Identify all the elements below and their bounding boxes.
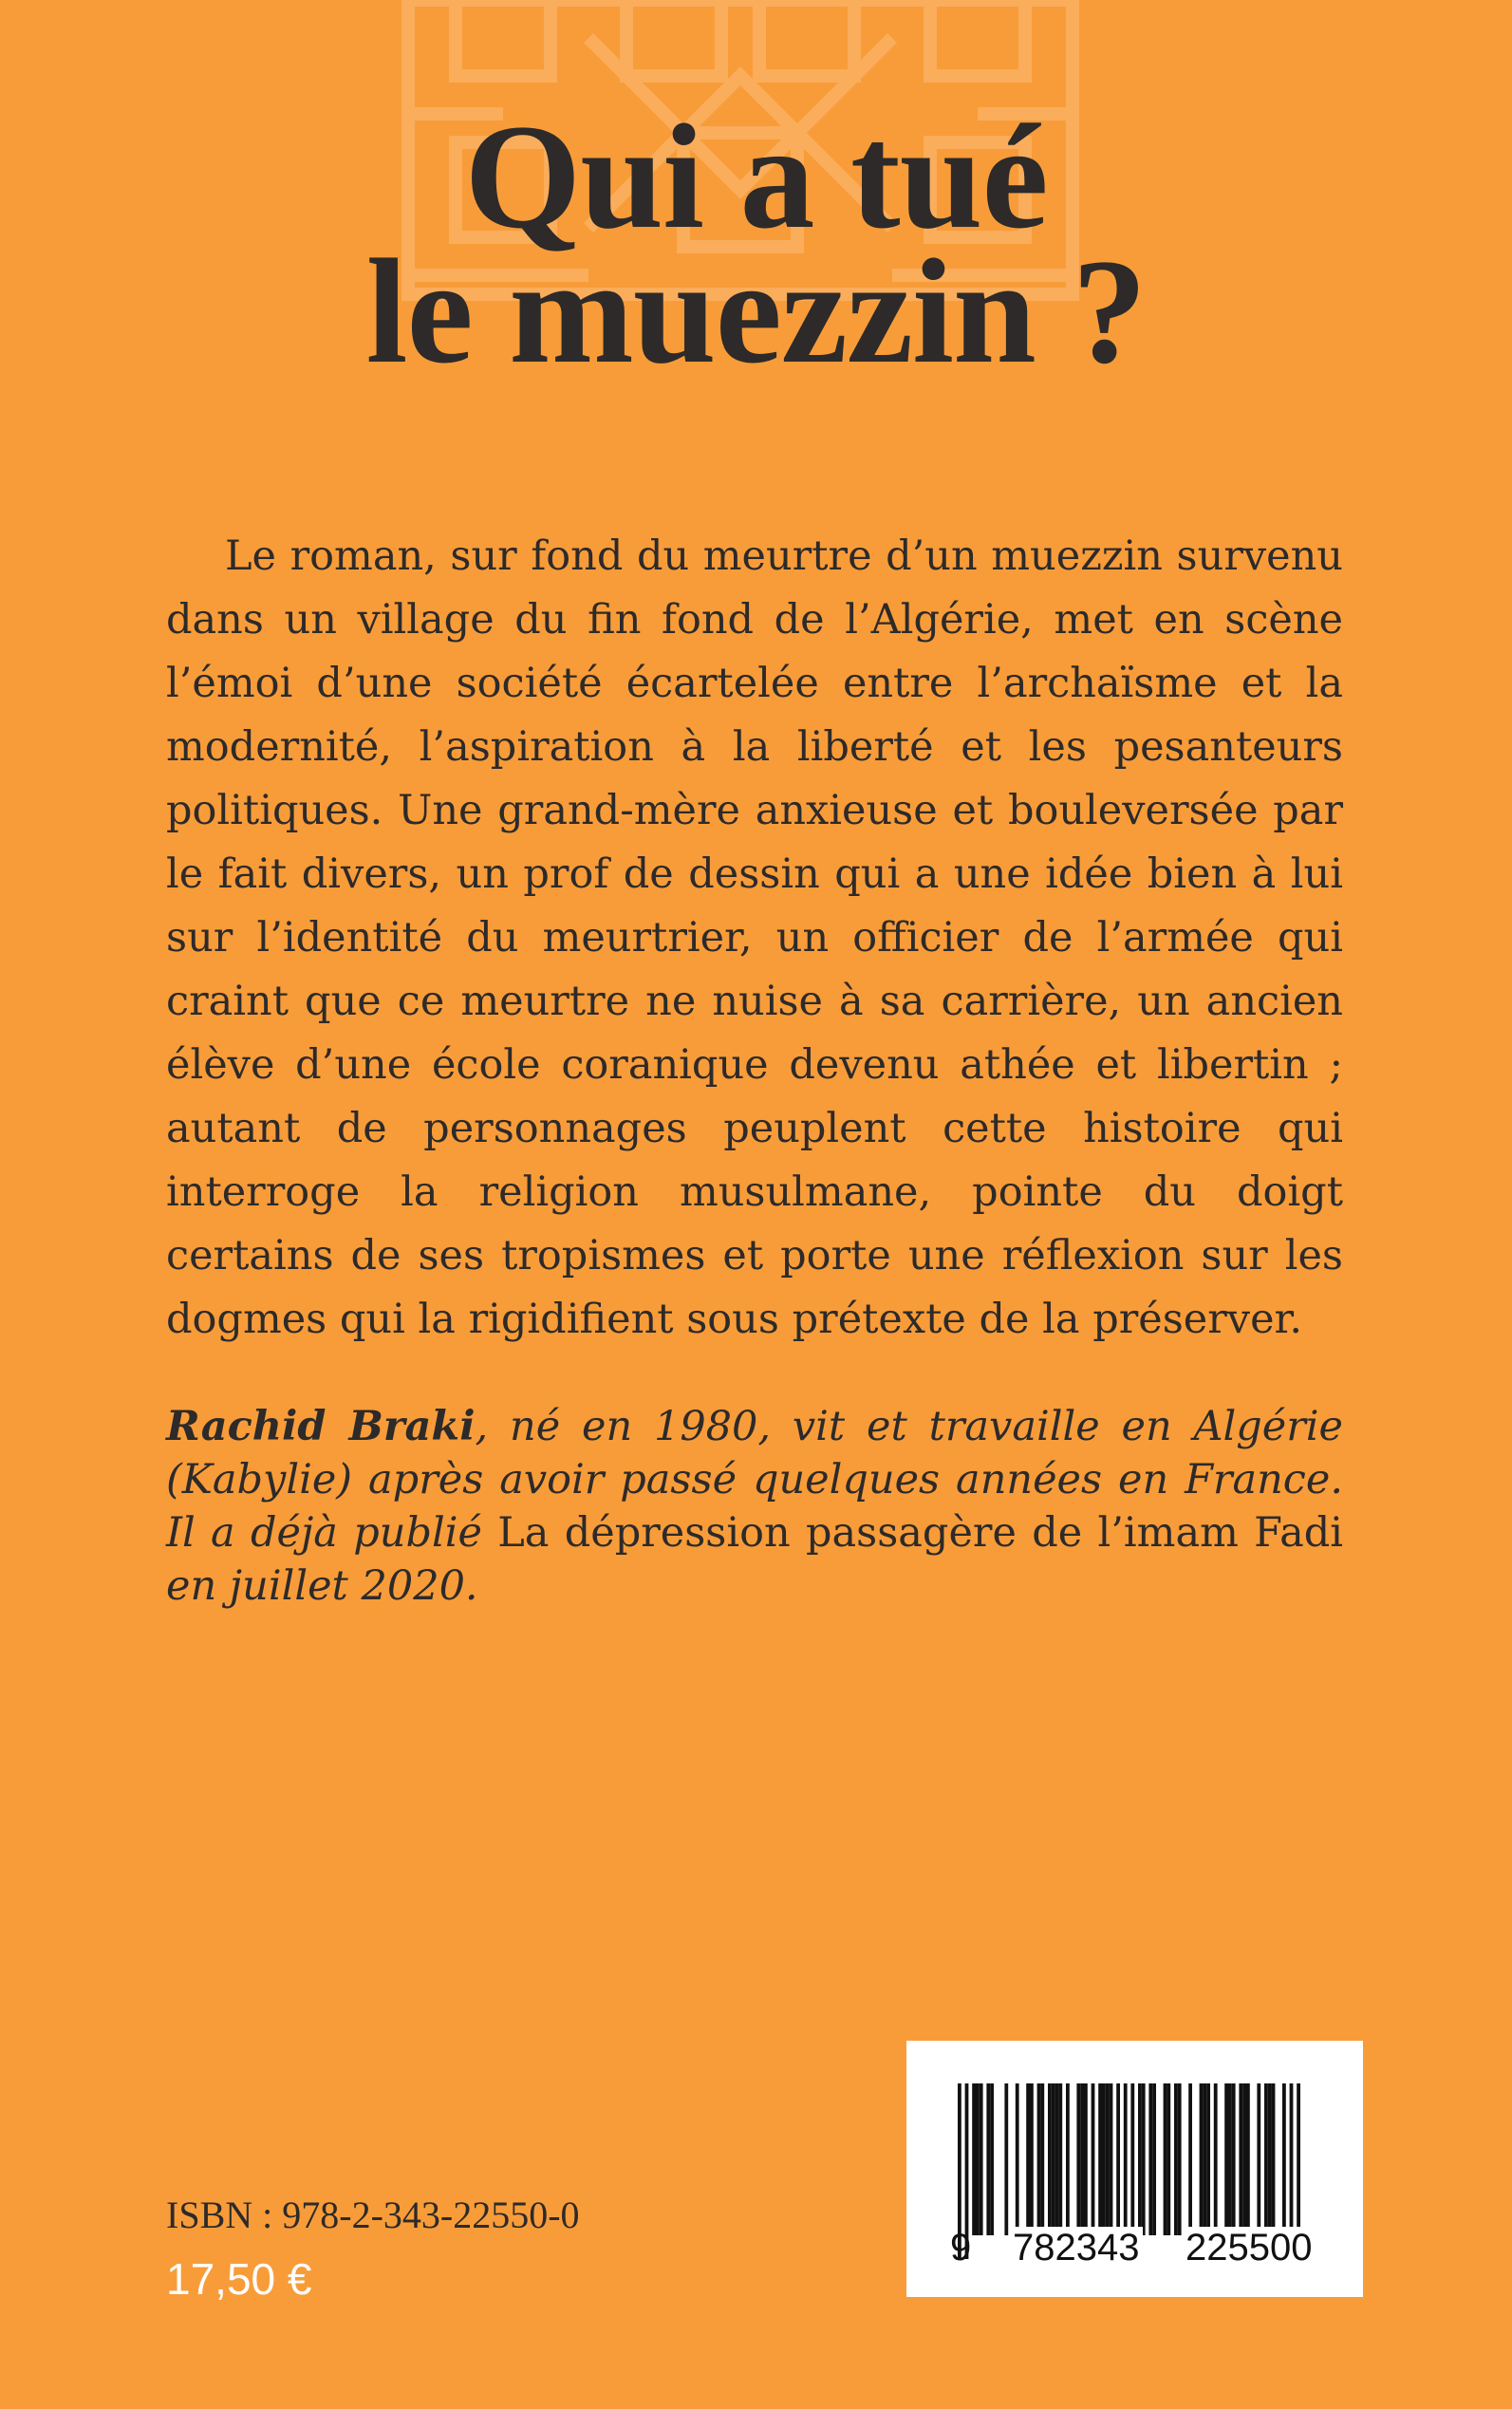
barcode-bar	[1188, 2083, 1192, 2235]
barcode-bar	[1102, 2083, 1106, 2235]
barcode-bar	[972, 2083, 976, 2235]
barcode-bar	[1092, 2083, 1095, 2235]
barcode-bar	[1206, 2083, 1210, 2235]
barcode-bar	[1106, 2083, 1110, 2235]
barcode-bar	[1098, 2083, 1102, 2235]
barcode-bar	[1138, 2083, 1142, 2235]
barcode-bar	[1228, 2083, 1232, 2235]
barcode-bar	[1048, 2083, 1052, 2235]
author-bio-text: , né en 1980, vit et travaille en Algérie (Kabylie) après avoir passé quelques années en France. Il a déjà publié	[166, 1403, 1343, 1557]
barcode-bar	[1178, 2083, 1182, 2235]
barcode-bar	[980, 2083, 983, 2235]
barcode-bar	[1167, 2083, 1170, 2235]
barcode-bar	[1080, 2083, 1084, 2235]
barcode-bar	[1040, 2083, 1044, 2235]
barcode-bar	[1026, 2083, 1030, 2235]
barcode-bar	[1084, 2083, 1088, 2235]
barcode-bar	[1066, 2083, 1070, 2235]
barcode-bar	[1272, 2083, 1276, 2235]
barcode-bar	[1016, 2083, 1019, 2235]
book-title-line-2: le muezzin ?	[365, 229, 1147, 395]
barcode-bar	[1110, 2083, 1113, 2235]
barcode-bar	[986, 2083, 990, 2235]
barcode-bar	[1224, 2083, 1228, 2235]
barcode-bar	[1164, 2083, 1167, 2235]
barcode-bar	[1058, 2083, 1062, 2235]
barcode-bar	[1282, 2083, 1286, 2235]
barcode-bar	[1200, 2083, 1204, 2235]
isbn-label: ISBN : 978-2-343-22550-0	[166, 2194, 580, 2236]
barcode-bar	[1242, 2083, 1246, 2235]
barcode-bar	[1264, 2083, 1268, 2235]
barcode-bar	[1203, 2083, 1206, 2235]
barcode-bar	[1142, 2083, 1146, 2235]
book-blurb: Le roman, sur fond du meurtre d’un muezzin survenu dans un village du fin fond de l’Algérie, met en scène l’émoi d’une société écartelée entre l’archaïsme et la modernité, l’aspiration à la liberté et les pesanteurs politiques. Une grand-mère anxieuse et bouleversée par le fait divers, un prof de dessin qui a une idée bien à lui sur l’identité du meurtrier, un officier de l’armée qui craint que ce meurtre ne nuise à sa carrière, un ancien élève d’une école coranique devenu athée et libertin ; autant de personnages peuplent cette histoire qui interroge la religion musulmane, pointe du doigt certains de ses tropismes et porte une réflexion sur les dogmes qui la rigidifient sous prétexte de la préserver.	[166, 532, 1343, 1343]
price-label: 17,50 €	[166, 2254, 312, 2304]
barcode-bar	[1246, 2083, 1250, 2235]
barcode-bar	[1004, 2083, 1008, 2235]
barcode-bar	[1214, 2083, 1218, 2235]
barcode-left-digits: 782343	[1009, 2227, 1143, 2269]
barcode-bar	[1268, 2083, 1272, 2235]
previous-book-title: La dépression passagère de l’imam Fadi	[497, 1509, 1343, 1557]
barcode-bar	[1232, 2083, 1236, 2235]
book-title-line-1: Qui a tué	[464, 94, 1048, 260]
barcode-bar	[1116, 2083, 1120, 2235]
barcode-bar	[1030, 2083, 1034, 2235]
barcode-bar	[1052, 2083, 1055, 2235]
author-bio-date: en juillet 2020.	[166, 1562, 478, 1610]
barcode-bar	[1257, 2083, 1260, 2235]
barcode-bar	[990, 2083, 994, 2235]
barcode-panel	[906, 2041, 1363, 2297]
author-bio	[166, 1400, 1343, 1613]
barcode-right-digits: 225500	[1182, 2227, 1316, 2269]
barcode-first-digit: 9	[950, 2227, 972, 2269]
barcode-bar	[1152, 2083, 1156, 2235]
barcode-bar	[1174, 2083, 1178, 2235]
barcode-bar	[1037, 2083, 1041, 2235]
barcode-bar	[976, 2083, 980, 2235]
barcode-bar	[1239, 2083, 1242, 2235]
barcode-bar	[1148, 2083, 1152, 2235]
barcode-bar	[1055, 2083, 1059, 2235]
author-name: Rachid Braki	[166, 1403, 476, 1450]
barcode-bar	[1076, 2083, 1080, 2235]
